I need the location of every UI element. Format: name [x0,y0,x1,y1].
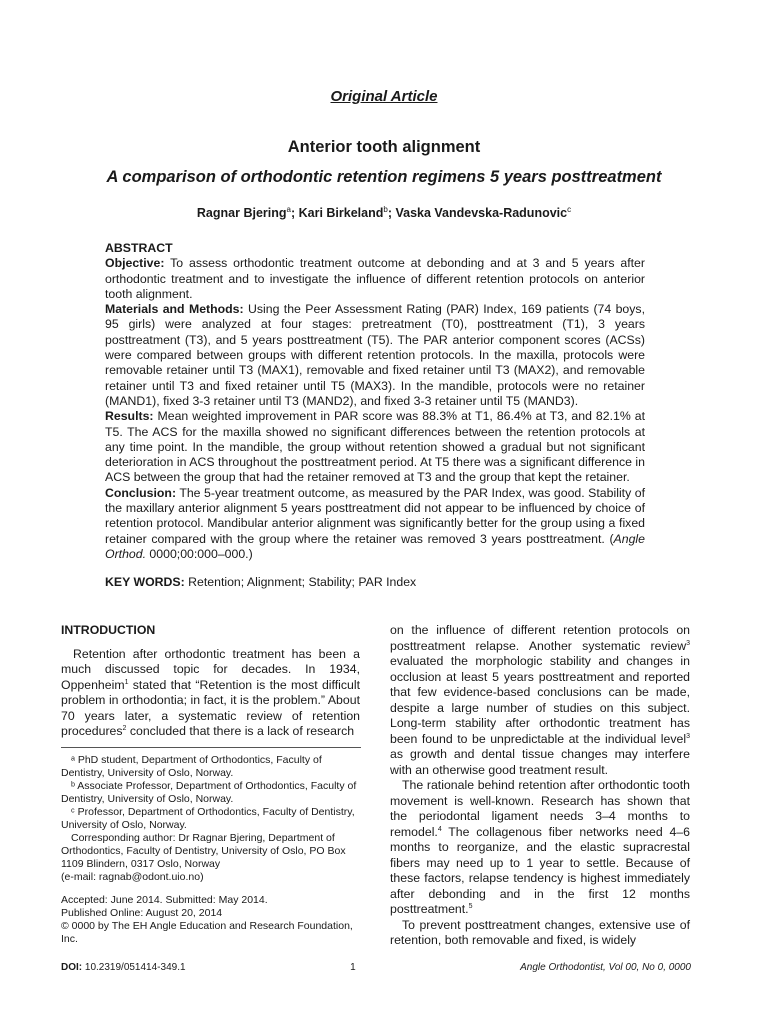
author-separator: ; [290,206,299,221]
methods-text: Using the Peer Assessment Rating (PAR) Index, 169 patients (74 boys, 95 girls) were analyzed at four stages: pretreatment (T0), posttreatment (T1), 3 years posttreatment (T3), and 5 years posttreatment (T5). The PAR anterior component scores (ACSs) were compared between groups with different retention protocols. In the maxilla, protocols were removable retainer until T3 (MAX1), removable and fixed retainer until T3 (MAX2), and removable retainer until T3 and fixed retainer until T5 (MAX3). In the mandible, protocols were no retainer (MAND1), fixed 3-3 retainer until T3 (MAND2), and fixed 3-3 retainer until T5 (MAND3). [105,302,645,408]
abstract-conclusion [105,486,645,562]
section-heading-introduction: INTRODUCTION [61,623,156,637]
doi-value: 10.2319/051414-349.1 [82,962,186,973]
body-text: as growth and dental tissue changes may interfere with an otherwise good treatment result. [390,747,690,777]
right-column [390,623,690,949]
intro-paragraph [61,647,360,740]
footnote-published: Published Online: August 20, 2014 [61,906,223,919]
objective-label: Objective: [105,256,165,271]
citation-journal: Angle Orthod. [105,531,645,561]
abstract-results [105,409,645,485]
article-subtitle: A comparison of orthodontic retention regimens 5 years posttreatment [106,168,662,186]
keywords-text: Retention; Alignment; Stability; PAR Index [184,575,417,589]
citation-rest: 0000;00:000–000.) [146,546,253,561]
reference-mark[interactable]: 1 [124,678,129,686]
doi[interactable] [61,962,186,973]
author-list [0,205,768,220]
reference-mark[interactable]: 5 [468,902,473,910]
footnotes [61,754,360,946]
page-footer [61,962,691,973]
footnote-affiliation-b: ᵇ Associate Professor, Department of Orthodontics, Faculty of Dentistry, University of Oslo, Norway. [61,779,357,805]
intro-text: Retention after orthodontic treatment has been a much discussed topic for decades. In 1934, Oppenheim [61,646,360,692]
reference-mark[interactable]: 3 [686,639,690,647]
body-text: The collagenous fiber networks need 4–6 months to reorganize, and the elastic supracrestal fibers may need up to 1 year to settle. Because of these factors, relapse tendency is highest immediately after debonding and in the first 12 months posttreatment. [390,824,690,916]
footnote-dates: Accepted: June 2014. Submitted: May 2014. [61,893,268,906]
journal-citation: Angle Orthodontist, Vol 00, No 0, 0000 [520,962,691,973]
author-name: Ragnar Bjering [196,206,287,221]
intro-text: stated that “Retention is the most difficult problem in orthodontia; in fact, it is the problem.” About 70 years later, a systematic review of retention procedures [61,677,360,738]
left-column [61,623,360,946]
doi-label: DOI: [61,962,83,973]
footnote-copyright: © 0000 by The EH Angle Education and Research Foundation, Inc. [61,919,353,945]
keywords [105,575,645,589]
abstract-objective [105,256,645,302]
reference-mark[interactable]: 4 [437,825,442,833]
body-text: evaluated the morphologic stability and changes in occlusion at least 5 years posttreatment and reported that few evidence-based conclusions can be made, despite a large number of studies on this subject. Long-term stability after orthodontic treatment has been found to be unpredictable at the individual level [390,654,690,746]
methods-label: Materials and Methods: [105,302,244,317]
body-paragraph [390,778,690,918]
author-affiliation-mark: a [286,205,291,214]
author-name: Kari Birkeland [298,206,384,221]
author-affiliation-mark: b [383,205,388,214]
body-paragraph: To prevent posttreatment changes, extensive use of retention, both removable and fixed, is widely [390,917,690,947]
objective-text: To assess orthodontic treatment outcome at debonding and at 3 and 5 years after orthodontic treatment and to investigate the influence of different retention protocols on anterior tooth alignment. [105,256,645,301]
author-name: Vaska Vandevska-Radunovic [395,206,568,221]
conclusion-text: The 5-year treatment outcome, as measured by the PAR Index, was good. Stability of the maxillary anterior alignment 5 years posttreatment did not appear to be influenced by choice of retention protocol. Mandibular anterior alignment was significantly better for the group using a fixed retainer compared with the group where the retainer was removed 3 years posttreatment. ( [105,485,645,546]
intro-text: concluded that there is a lack of research [126,724,355,738]
footnote-divider [61,747,361,748]
author-affiliation-mark: c [567,205,572,214]
footnote-corresponding-author: Corresponding author: Dr Ragnar Bjering, Department of Orthodontics, Faculty of Dentistry, University of Oslo, PO Box 1109 Blindern, 0317 Oslo, Norway [61,831,346,870]
abstract [105,241,645,562]
abstract-methods [105,302,645,409]
results-label: Results: [105,409,154,424]
conclusion-label: Conclusion: [105,485,177,500]
reference-mark[interactable]: 3 [686,732,690,740]
keywords-label: KEY WORDS: [105,575,185,589]
article-type: Original Article [330,88,438,105]
author-separator: ; [387,206,396,221]
body-paragraph [390,623,690,778]
abstract-heading: ABSTRACT [105,241,173,255]
body-text: The rationale behind retention after orthodontic tooth movement is well-known. Research has shown that the periodontal ligament needs 3–4 months to remodel. [390,778,690,839]
footnote-affiliation-c: ᶜ Professor, Department of Orthodontics, Faculty of Dentistry, University of Oslo, Norway. [61,805,355,831]
results-text: Mean weighted improvement in PAR score was 88.3% at T1, 86.4% at T3, and 82.1% at T5. The ACS for the maxilla showed no significant differences between the retention protocols at any time point. In the mandible, the group without retention showed a gradual but not significant deterioration in ACS throughout the posttreatment period. At T5 there was a significant difference in ACS between the group that had the retainer removed at T3 and the group that kept the retainer. [105,409,645,485]
article-title: Anterior tooth alignment [287,138,481,156]
footnote-email: (e-mail: ragnab@odont.uio.no) [61,870,204,883]
reference-mark[interactable]: 2 [122,724,127,732]
body-text: on the influence of different retention protocols on posttreatment relapse. Another systematic review [390,623,690,653]
footnote-affiliation-a: ᵃ PhD student, Department of Orthodontics, Faculty of Dentistry, University of Oslo, Norway. [61,753,322,779]
page-number: 1 [350,962,356,973]
